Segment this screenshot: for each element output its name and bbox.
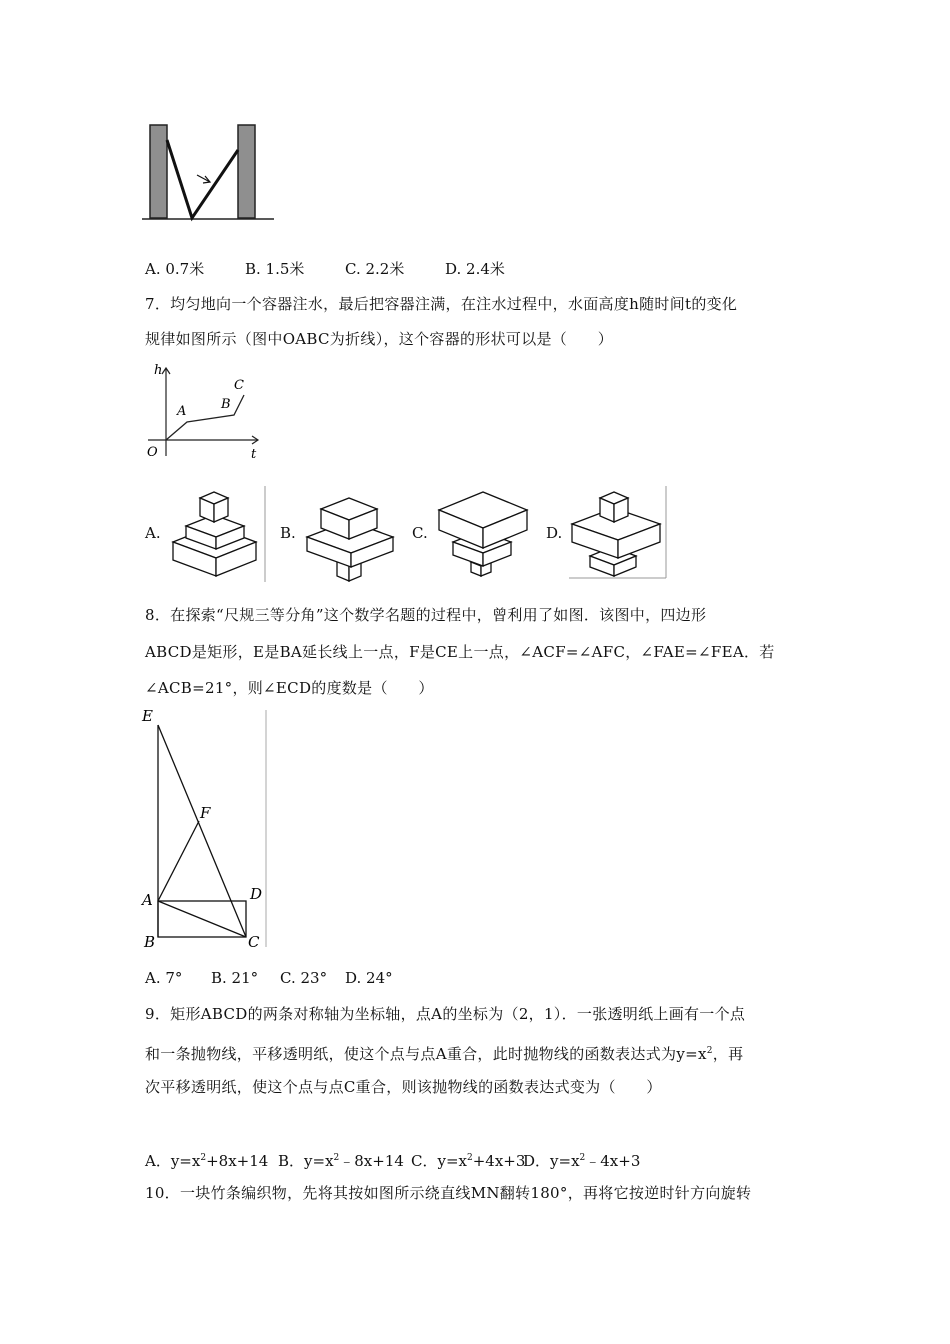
q9-stem-line1: 9．矩形ABCD的两条对称轴为坐标轴，点A的坐标为（2，1）．一张透明纸上画有一个点: [145, 1005, 746, 1023]
q9-stem-line2: 和一条抛物线，平移透明纸，使这个点与点A重合，此时抛物线的函数表达式为$y=x^2$，再: [145, 1045, 744, 1063]
left-wall: [150, 125, 167, 218]
label-b: B: [144, 933, 156, 951]
container-option-c: [435, 486, 540, 581]
q8-stem-line2: ABCD是矩形，E是BA延长线上一点，F是CE上一点，∠ACF=∠AFC，∠FAE=∠FEA．若: [145, 643, 775, 661]
label-f: F: [200, 804, 211, 822]
segment-af: [158, 821, 199, 901]
q8-option-b[interactable]: B. 21°: [211, 969, 259, 987]
container-option-d: [568, 484, 670, 582]
q9-stem-line3: 次平移透明纸，使这个点与点C重合，则该抛物线的函数表达式变为（ ）: [145, 1078, 662, 1096]
label-a: A: [142, 891, 153, 909]
q9-option-b[interactable]: B．$y=x^2﹣8x+14$: [278, 1152, 404, 1170]
q8-option-c[interactable]: C. 23°: [280, 969, 328, 987]
label-c: C: [248, 933, 260, 951]
q8-option-a[interactable]: A. 7°: [145, 969, 183, 987]
point-b-label: B: [221, 397, 231, 412]
origin-label: O: [147, 445, 158, 460]
h-label: h: [154, 363, 163, 378]
container-option-a: [168, 484, 268, 584]
q9-option-d[interactable]: D．$y=x^2﹣4x+3$: [523, 1152, 641, 1170]
q6-option-a[interactable]: A. 0.7米: [145, 260, 205, 278]
q8-option-d[interactable]: D. 24°: [345, 969, 393, 987]
q6-option-b[interactable]: B. 1.5米: [245, 260, 305, 278]
segment-ec: [158, 725, 246, 937]
arrow-shaft: [197, 175, 210, 182]
q9-option-a[interactable]: A．$y=x^2+8x+14$: [145, 1152, 269, 1170]
q10-stem-line1: 10．一块竹条编织物，先将其按如图所示绕直线MN翻转180°，再将它按逆时针方向旋转: [145, 1184, 752, 1202]
label-d: D: [250, 885, 263, 903]
q9-option-c[interactable]: C．$y=x^2+4x+3$: [411, 1152, 526, 1170]
q6-option-c[interactable]: C. 2.2米: [345, 260, 405, 278]
point-c-label: C: [234, 378, 244, 393]
q7-option-c[interactable]: C.: [412, 524, 428, 542]
q7-option-b[interactable]: B.: [280, 524, 296, 542]
ladder: [167, 140, 238, 218]
q8-stem-line1: 8．在探索“尺规三等分角”这个数学名题的过程中，曾利用了如图．该图中，四边形: [145, 606, 707, 624]
water-height-graph: [140, 358, 270, 463]
t-label: t: [251, 447, 257, 462]
label-e: E: [142, 707, 153, 725]
q7-option-a[interactable]: A.: [145, 524, 161, 542]
q7-stem-line2: 规律如图所示（图中OABC为折线），这个容器的形状可以是（ ）: [145, 330, 614, 348]
trisection-figure: [138, 705, 273, 955]
q7-stem-line1: 7．均匀地向一个容器注水，最后把容器注满，在注水过程中，水面高度h随时间t的变化: [145, 295, 738, 313]
point-a-label: A: [177, 404, 187, 419]
q8-stem-line3: ∠ACB=21°，则∠ECD的度数是（ ）: [145, 679, 434, 697]
q7-option-d[interactable]: D.: [546, 524, 563, 542]
q6-option-d[interactable]: D. 2.4米: [445, 260, 505, 278]
ladder-figure: [142, 120, 277, 225]
right-wall: [238, 125, 255, 218]
container-option-b: [303, 487, 408, 587]
